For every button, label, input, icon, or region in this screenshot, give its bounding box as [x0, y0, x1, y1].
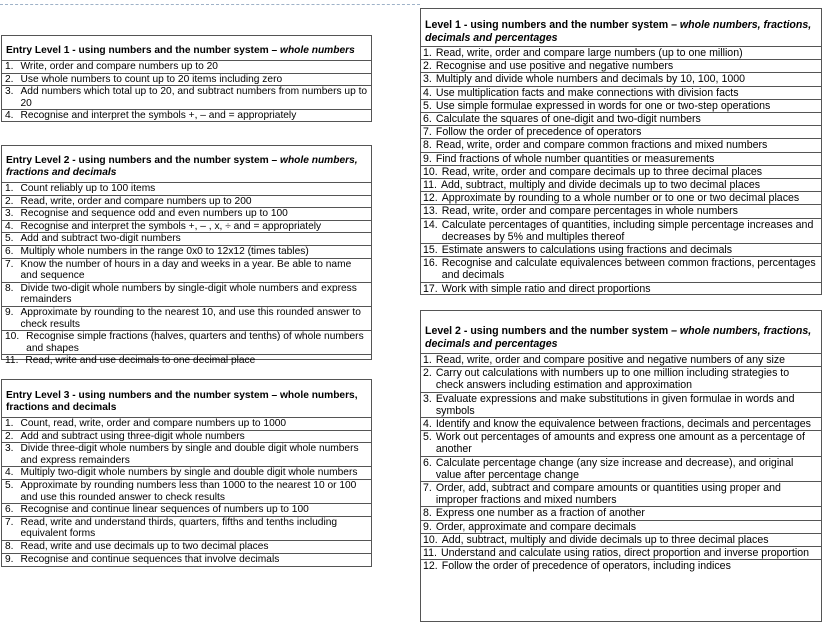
list-item — [421, 430, 821, 455]
item-text: Add and subtract two-digit numbers — [20, 233, 181, 245]
panel-entry-level-3 — [1, 379, 372, 567]
list-item — [421, 506, 821, 519]
item-number: 4. — [423, 86, 432, 99]
item-list — [2, 60, 371, 122]
item-number: 1. — [5, 418, 14, 429]
list-item — [421, 282, 821, 295]
list-item — [421, 112, 821, 125]
item-number: 11. — [423, 547, 437, 560]
item-text: Use simple formulae expressed in words for one or two-step operations — [435, 99, 771, 112]
item-text: Evaluate expressions and make substitutions in given formulae in words and symbols — [435, 392, 795, 417]
item-text: Carry out calculations with numbers up to one million including strategies to check answers including estimation and approximation — [435, 367, 790, 392]
item-text: Know the number of hours in a day and weeks in a year. Be able to name and sequence — [20, 258, 352, 282]
item-number: 17. — [423, 282, 438, 295]
list-item — [2, 195, 371, 208]
item-number: 8. — [423, 507, 432, 520]
list-item — [2, 330, 371, 354]
list-item — [421, 559, 821, 572]
item-text: Read, write, order and compare percentages in whole numbers — [441, 205, 738, 218]
item-number: 6. — [423, 113, 432, 126]
item-number: 4. — [5, 110, 14, 122]
item-text: Estimate answers to calculations using fractions and decimals — [441, 244, 733, 257]
item-number: 12. — [423, 560, 438, 573]
panel-title: Level 2 - using numbers and the number system – whole numbers, fractions, decimals and percentages — [425, 325, 812, 350]
list-item — [421, 218, 821, 243]
item-number: 3. — [423, 392, 432, 405]
item-text: Approximate by rounding to a whole number or to one or two decimal places — [441, 192, 800, 205]
item-text: Add numbers which total up to 20, and subtract numbers from numbers up to 20 — [20, 86, 368, 109]
item-text: Read, write and use decimals to one decimal place — [25, 355, 256, 367]
item-number: 1. — [5, 61, 14, 72]
item-number: 2. — [423, 60, 432, 73]
list-item — [2, 466, 371, 479]
list-item — [2, 417, 371, 430]
list-item — [2, 245, 371, 258]
item-number: 7. — [5, 516, 14, 528]
item-number: 5. — [5, 233, 14, 245]
list-item — [421, 546, 821, 559]
list-item — [421, 520, 821, 533]
item-text: Follow the order of precedence of operators — [435, 126, 642, 139]
item-number: 16. — [423, 257, 438, 270]
item-number: 8. — [5, 540, 14, 552]
item-text: Use whole numbers to count up to 20 items including zero — [20, 73, 283, 85]
list-item — [421, 46, 821, 59]
item-text: Multiply and divide whole numbers and decimals by 10, 100, 1000 — [435, 73, 746, 86]
item-number: 10. — [5, 331, 20, 343]
item-text: Recognise and continue linear sequences of numbers up to 100 — [20, 504, 309, 516]
item-number: 8. — [423, 139, 432, 152]
list-item — [421, 366, 821, 391]
item-list — [2, 417, 371, 565]
list-item — [421, 392, 821, 417]
item-text: Read, write, order and compare numbers up to 200 — [20, 195, 252, 207]
panel-title: Entry Level 3 - using numbers and the number system – whole numbers, fractions and decimals — [6, 390, 358, 413]
item-text: Recognise and sequence odd and even numbers up to 100 — [20, 208, 288, 220]
list-item — [2, 430, 371, 443]
item-number: 12. — [423, 192, 438, 205]
list-item — [2, 73, 371, 86]
item-text: Express one number as a fraction of another — [435, 507, 645, 520]
list-item — [2, 354, 371, 367]
item-text: Write, order and compare numbers up to 20 — [20, 61, 218, 72]
item-number: 3. — [423, 73, 432, 86]
item-text: Multiply two-digit whole numbers by single and double digit whole numbers — [20, 467, 358, 479]
item-text: Approximate by rounding to the nearest 10, and use this rounded answer to check results — [20, 306, 361, 330]
item-text: Find fractions of whole number quantities or measurements — [435, 152, 715, 165]
list-item — [2, 516, 371, 540]
item-text: Recognise and continue sequences that involve decimals — [20, 553, 280, 565]
dashed-divider — [0, 4, 420, 5]
item-text: Recognise and calculate equivalences between common fractions, percentages and decimals — [441, 257, 816, 282]
item-text: Work with simple ratio and direct proportions — [441, 282, 651, 295]
list-item — [421, 165, 821, 178]
item-text: Read, write, order and compare positive and negative numbers of any size — [435, 354, 786, 366]
item-text: Add, subtract, multiply and divide decimals up to three decimal places — [441, 533, 769, 546]
item-text: Use multiplication facts and make connections with division facts — [435, 86, 739, 99]
item-text: Order, add, subtract and compare amounts or quantities using proper and improper fractions and mixed numbers — [435, 482, 781, 507]
list-item — [2, 306, 371, 330]
item-number: 7. — [5, 258, 14, 270]
item-number: 5. — [423, 99, 432, 112]
list-item — [2, 232, 371, 245]
item-text: Identify and know the equivalence between fractions, decimals and percentages — [435, 418, 811, 431]
item-number: 7. — [423, 126, 432, 139]
item-number: 3. — [5, 208, 14, 220]
item-text: Divide two-digit whole numbers by single-digit whole numbers and express remainders — [20, 282, 357, 306]
item-number: 6. — [423, 456, 432, 469]
item-text: Read, write, order and compare common fractions and mixed numbers — [435, 139, 768, 152]
item-text: Add and subtract using three-digit whole numbers — [20, 430, 245, 442]
list-item — [421, 138, 821, 151]
item-number: 8. — [5, 282, 14, 294]
item-number: 4. — [5, 467, 14, 479]
item-number: 14. — [423, 218, 438, 231]
list-item — [2, 479, 371, 503]
list-item — [421, 417, 821, 430]
panel-title: Level 1 - using numbers and the number system – whole numbers, fractions, decimals and percentages — [425, 19, 812, 44]
list-item — [2, 442, 371, 466]
item-text: Recognise and interpret the symbols +, – and = appropriately — [20, 110, 297, 122]
item-number: 9. — [5, 306, 14, 318]
item-number: 1. — [423, 354, 432, 366]
item-text: Calculate percentages of quantities, including simple percentage increases and decreases by 5% and multiples thereof — [441, 218, 814, 243]
panel-level-2 — [420, 310, 822, 622]
item-text: Calculate percentage change (any size increase and decrease), and original value after percentage change — [435, 456, 794, 481]
list-item — [421, 204, 821, 217]
item-text: Multiply whole numbers in the range 0x0 to 12x12 (times tables) — [20, 245, 309, 257]
list-item — [421, 86, 821, 99]
item-number: 9. — [423, 152, 432, 165]
item-list — [421, 46, 821, 295]
item-text: Recognise and interpret the symbols +, – , x, ÷ and = appropriately — [20, 220, 322, 232]
list-item — [421, 353, 821, 366]
item-number: 6. — [5, 504, 14, 516]
list-item — [2, 220, 371, 233]
list-item — [2, 503, 371, 516]
list-item — [2, 182, 371, 195]
list-item — [421, 191, 821, 204]
item-list — [421, 353, 821, 572]
list-item — [421, 125, 821, 138]
list-item — [421, 72, 821, 85]
item-text: Recognise simple fractions (halves, quarters and tenths) of whole numbers and shapes — [26, 331, 364, 354]
item-number: 4. — [423, 418, 432, 431]
item-text: Count, read, write, order and compare numbers up to 1000 — [20, 418, 287, 429]
panel-entry-level-1 — [1, 35, 372, 122]
item-text: Order, approximate and compare decimals — [435, 520, 637, 533]
list-item — [2, 207, 371, 220]
list-item — [421, 481, 821, 506]
item-text: Understand and calculate using ratios, direct proportion and inverse proportion — [440, 547, 810, 560]
item-number: 2. — [423, 367, 432, 380]
list-item — [2, 109, 371, 122]
panel-level-1 — [420, 8, 822, 295]
item-number: 13. — [423, 205, 438, 218]
item-text: Read, write and understand thirds, quarters, fifths and tenths including equivalent forms — [20, 516, 338, 540]
item-number: 10. — [423, 165, 438, 178]
panel-title: Entry Level 2 - using numbers and the number system – whole numbers, fractions and decimals — [6, 155, 358, 178]
list-item — [2, 540, 371, 553]
list-item — [2, 553, 371, 566]
item-text: Follow the order of precedence of operators, including indices — [441, 560, 731, 573]
item-text: Add, subtract, multiply and divide decimals up to two decimal places — [440, 179, 761, 192]
list-item — [2, 258, 371, 282]
item-number: 2. — [5, 430, 14, 442]
item-number: 5. — [423, 431, 432, 444]
item-text: Read, write and use decimals up to two decimal places — [20, 540, 269, 552]
item-number: 3. — [5, 443, 14, 455]
panel-title: Entry Level 1 - using numbers and the number system – whole numbers — [6, 45, 355, 56]
panel-entry-level-2 — [1, 145, 372, 367]
item-number: 1. — [5, 183, 14, 194]
item-number: 11. — [423, 179, 437, 192]
item-number: 6. — [5, 245, 14, 257]
list-item — [2, 85, 371, 109]
item-text: Recognise and use positive and negative numbers — [435, 60, 674, 73]
item-text: Divide three-digit whole numbers by single and double digit whole numbers and express remainders — [20, 443, 359, 466]
item-text: Approximate by rounding numbers less than 1000 to the nearest 10 or 100 and use this rounded answer to check results — [20, 479, 357, 503]
list-item — [2, 60, 371, 73]
item-text: Read, write, order and compare large numbers (up to one million) — [435, 47, 743, 59]
list-item — [421, 456, 821, 481]
list-item — [421, 59, 821, 72]
list-item — [421, 152, 821, 165]
item-text: Calculate the squares of one-digit and two-digit numbers — [435, 113, 701, 126]
item-number: 9. — [423, 520, 432, 533]
list-item — [421, 256, 821, 281]
item-number: 4. — [5, 220, 14, 232]
item-text: Work out percentages of amounts and express one amount as a percentage of another — [435, 431, 805, 456]
item-number: 9. — [5, 553, 14, 565]
item-number: 15. — [423, 244, 438, 257]
item-number: 3. — [5, 86, 14, 98]
list-item — [2, 282, 371, 306]
item-number: 5. — [5, 479, 14, 491]
item-number: 2. — [5, 195, 14, 207]
item-number: 10. — [423, 533, 438, 546]
item-number: 11. — [5, 355, 19, 367]
item-number: 7. — [423, 482, 432, 495]
list-item — [421, 243, 821, 256]
list-item — [421, 99, 821, 112]
item-text: Read, write, order and compare decimals up to three decimal places — [441, 165, 763, 178]
list-item — [421, 178, 821, 191]
item-text: Count reliably up to 100 items — [20, 183, 156, 194]
item-number: 1. — [423, 47, 432, 59]
item-number: 2. — [5, 73, 14, 85]
list-item — [421, 533, 821, 546]
item-list — [2, 182, 371, 367]
